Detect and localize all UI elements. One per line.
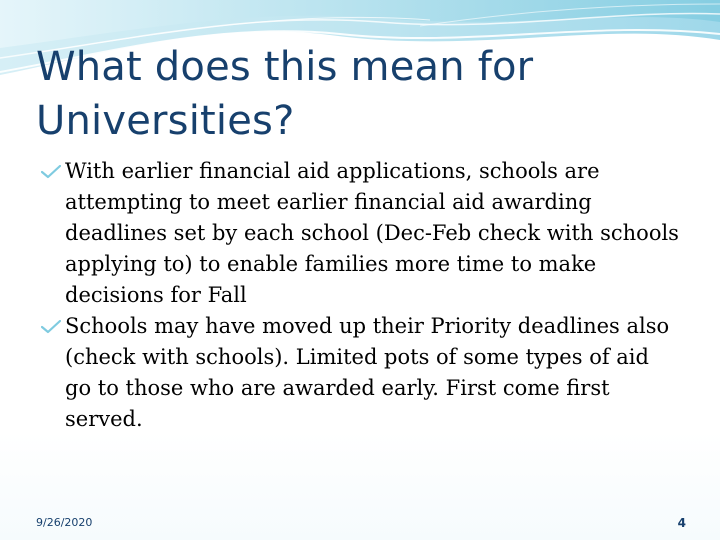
bullet-list bbox=[40, 156, 680, 435]
slide-title: What does this mean for Universities? bbox=[36, 44, 534, 144]
bullet-item bbox=[40, 311, 680, 435]
bullet-item bbox=[40, 156, 680, 311]
bullet-text: With earlier financial aid applications, schools are attempting to meet earlier financial aid awarding deadlines set by each school (Dec-Feb check with schools applying to) to enable families more time to make decisions for Fall bbox=[65, 159, 679, 307]
check-bullet-icon bbox=[41, 320, 61, 334]
bullet-text: Schools may have moved up their Priority deadlines also (check with schools). Limited pots of some types of aid go to those who are awarded early. First come first served. bbox=[65, 314, 670, 431]
footer-date: 9/26/2020 bbox=[36, 516, 93, 529]
slide-number: 4 bbox=[677, 516, 686, 530]
check-bullet-icon bbox=[41, 165, 61, 179]
